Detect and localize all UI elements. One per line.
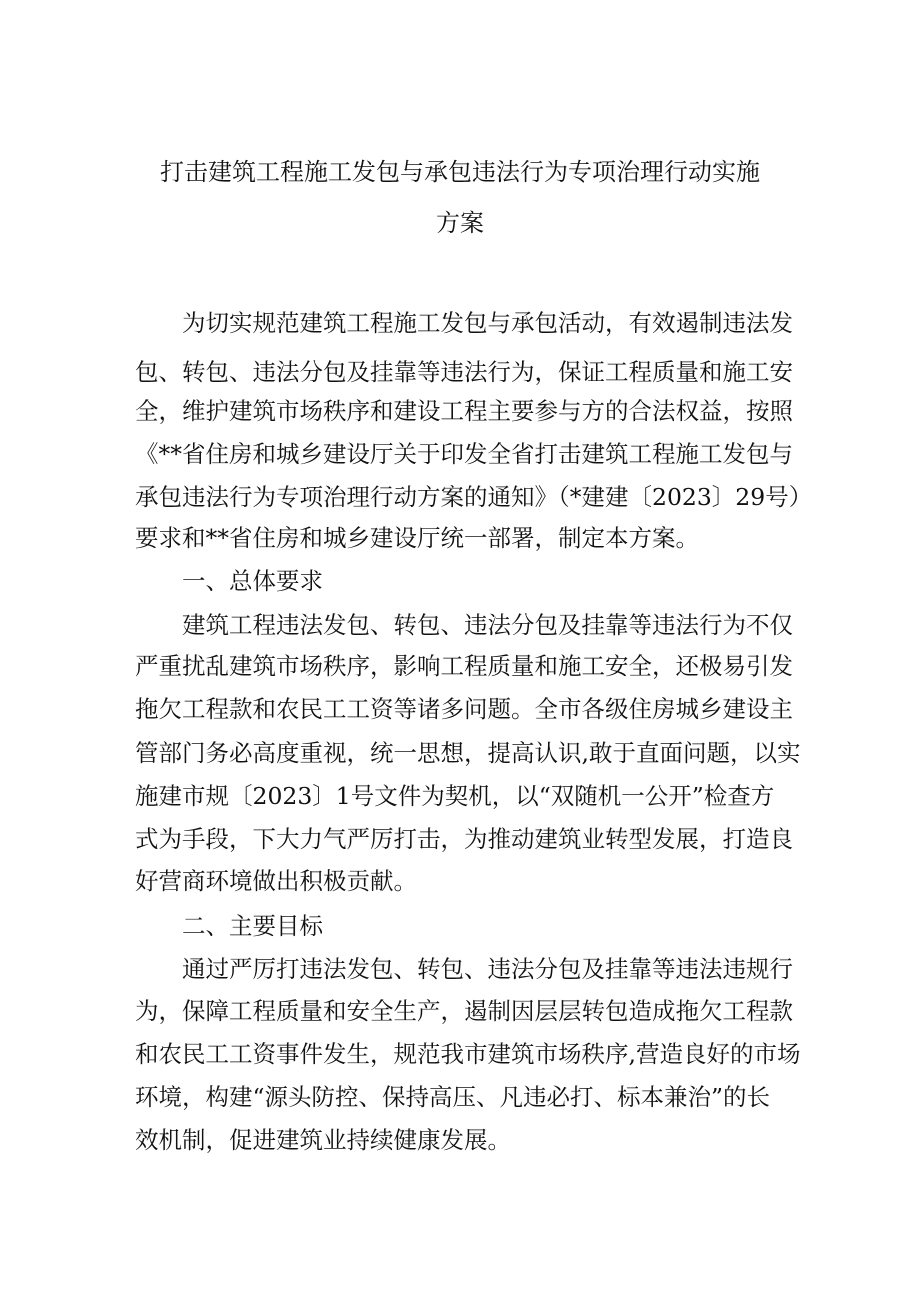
document-title-line-2: 方案 <box>436 209 484 237</box>
section1-paragraph-line: 施建市规〔2023〕1号文件为契机，以“双随机一公开”检查方 <box>135 782 775 810</box>
section-heading-main-goals: 二、主要目标 <box>182 912 323 940</box>
section2-paragraph-line: 环境，构建“源头防控、保持高压、凡违必打、标本兼治”的长 <box>135 1083 771 1111</box>
intro-paragraph-line: 《**省住房和城乡建设厅关于印发全省打击建筑工程施工发包与 <box>135 440 793 468</box>
section2-paragraph-line: 效机制，促进建筑业持续健康发展。 <box>135 1126 511 1154</box>
intro-paragraph-line: 为切实规范建筑工程施工发包与承包活动，有效遏制违法发 <box>182 309 793 337</box>
document-title-line-1: 打击建筑工程施工发包与承包违法行为专项治理行动实施 <box>160 158 760 186</box>
intro-paragraph-line: 全，维护建筑市场秩序和建设工程主要参与方的合法权益，按照 <box>135 397 793 425</box>
section1-paragraph-line: 拖欠工程款和农民工工资等诸多问题。全市各级住房城乡建设主 <box>135 695 793 723</box>
section1-paragraph-line: 好营商环境做出积极贡献。 <box>135 867 417 895</box>
section1-paragraph-line: 式为手段，下大力气严厉打击，为推动建筑业转型发展，打造良 <box>135 825 793 853</box>
section1-paragraph-line: 建筑工程违法发包、转包、违法分包及挂靠等违法行为不仅 <box>182 611 793 639</box>
intro-paragraph-line: 要求和**省住房和城乡建设厅统一部署，制定本方案。 <box>135 524 699 552</box>
intro-paragraph-line: 承包违法行为专项治理行动方案的通知》（*建建〔2023〕29号） <box>135 483 813 511</box>
intro-paragraph-line: 包、转包、违法分包及挂靠等违法行为，保证工程质量和施工安 <box>135 358 793 386</box>
section2-paragraph-line: 和农民工工资事件发生，规范我市建筑市场秩序,营造良好的市场 <box>135 1040 801 1068</box>
section1-paragraph-line: 严重扰乱建筑市场秩序，影响工程质量和施工安全，还极易引发 <box>135 652 793 680</box>
section2-paragraph-line: 为，保障工程质量和安全生产，遏制因层层转包造成拖欠工程款 <box>135 997 793 1025</box>
section-heading-overall-requirements: 一、总体要求 <box>182 567 323 595</box>
section2-paragraph-line: 通过严厉打违法发包、转包、违法分包及挂靠等违法违规行 <box>182 955 793 983</box>
section1-paragraph-line: 管部门务必高度重视，统一思想，提高认识,敢于直面问题，以实 <box>135 739 801 767</box>
